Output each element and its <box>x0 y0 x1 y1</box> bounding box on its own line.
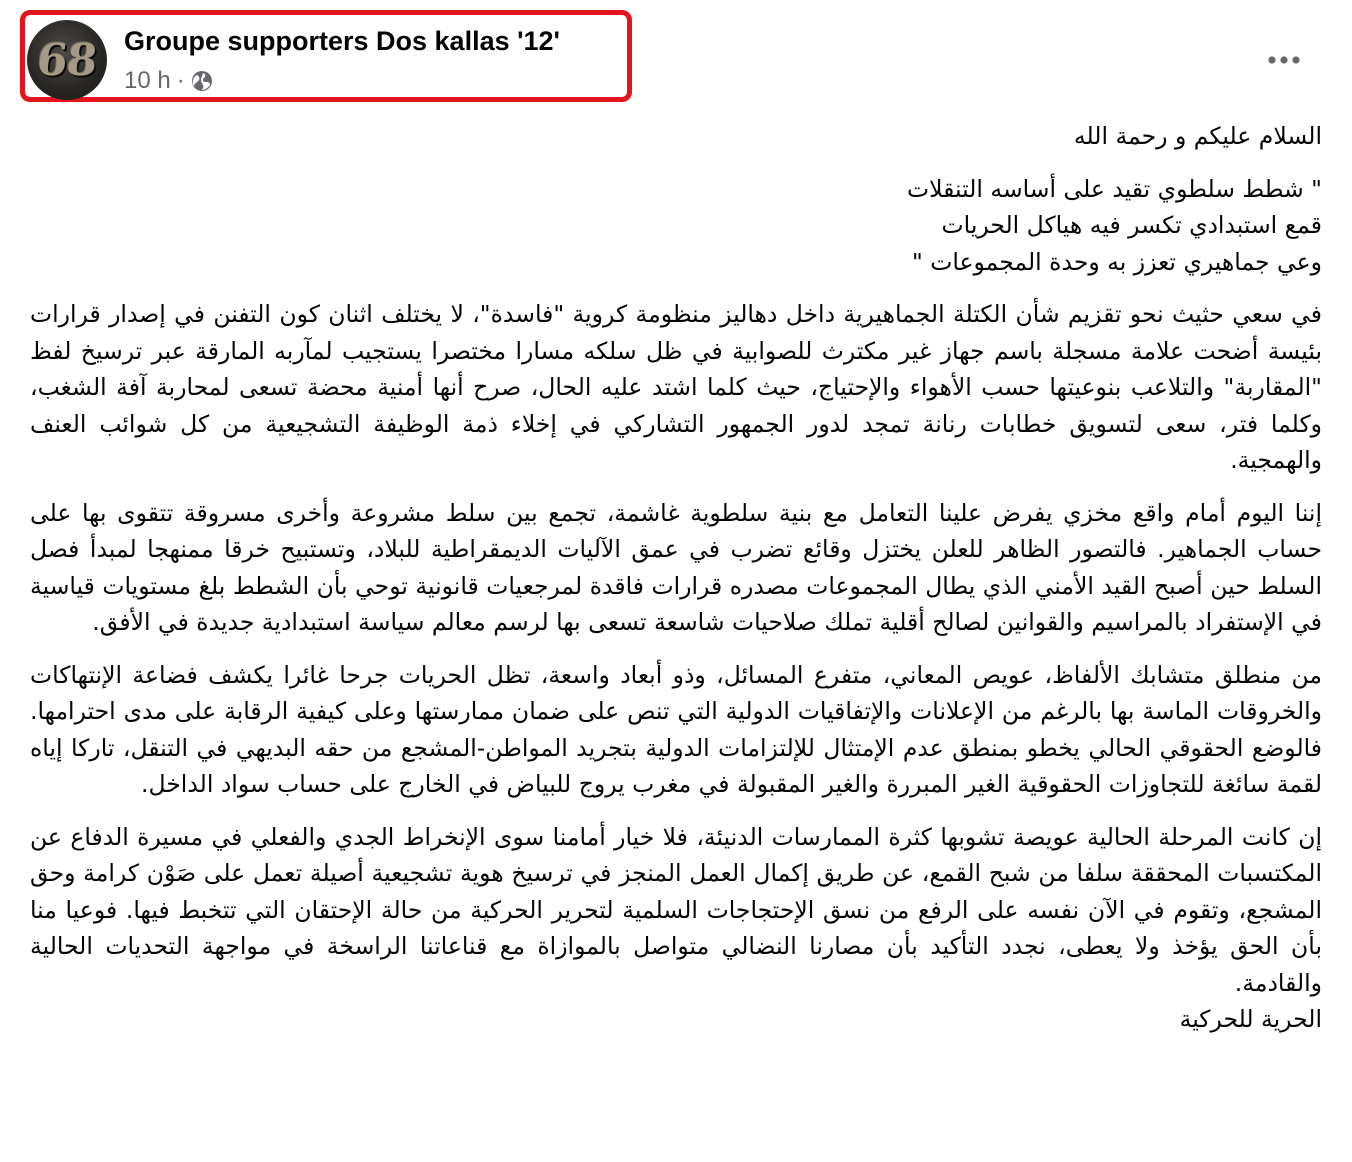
post-meta <box>124 66 213 96</box>
avatar[interactable] <box>27 20 107 100</box>
slogan-line: " شطط سلطوي تقيد على أساسه التنقلات <box>906 174 1322 203</box>
post-paragraph: من منطلق متشابك الألفاظ، عويص المعاني، متفرع المسائل، وذو أبعاد واسعة، تظل الحريات جرحا غائرا يكشف فضاعة الإنتهاكات والخروقات الماسة بها بالرغم من الإعلانات والإتفاقيات الدولية التي تنص على ضمان ممارستها وعلى كيفية الرقابة على مدى احترامها. فالوضع الحقوقي الحالي يخطو بمنطق عدم الإمتثال للإلتزامات الدولية بتجريد المواطن-المشجع من حقه البديهي في التنقل، تاركا إياه لقمة سائغة للتجاوزات الحقوقية الغير المبررة والغير المقبولة في مغرب يروج للبياض في الخارج على حساب سواد الداخل. <box>30 660 1322 798</box>
avatar-logo-text: 68 <box>34 34 100 86</box>
post-paragraph: في سعي حثيث نحو تقزيم شأن الكتلة الجماهيرية داخل دهاليز منظومة كروية "فاسدة"، لا يختلف اثنان كون التفنن في إصدار قرارات بئيسة أضحت علامة مسجلة باسم جهاز غير مكترث للصوابية في ظل سلكه مسارا مختصرا يستجيب لمآربه المارقة عبر ترسيخ لفظ "المقاربة" والتلاعب بنوعيتها حسب الأهواء والإحتياج، حيث كلما اشتد عليه الحال، صرح أنها أمنية محضة تسعى لمحاربة آفة الشغب، وكلما فتر، سعى لتسويق خطابات رنانة تمجد لدور الجمهور التشاركي في إخلاء ذمة الوظيفة التشجيعية من كل شوائب العنف والهمجية. <box>30 300 1322 474</box>
slogan-line: قمع استبدادي تكسر فيه هياكل الحريات <box>941 211 1322 239</box>
slogan-block <box>30 171 1322 281</box>
post-header <box>0 0 1352 120</box>
post-timestamp[interactable]: 10 h <box>124 67 171 94</box>
more-options-button[interactable] <box>1262 44 1306 74</box>
group-name-link[interactable]: Groupe supporters Dos kallas '12' <box>124 26 560 56</box>
post-paragraph: إننا اليوم أمام واقع مخزي يفرض علينا التعامل مع بنية سلطوية غاشمة، تجمع بين سلط مشروعة وأخرى مسروقة تتقوى بها على حساب الجماهير. فالتصور الظاهر للعلن يختزل وقائع تضرب في عمق الآليات الديمقراطية للبلاد، وتستبيح خرقا ممنهجا لمبدأ فصل السلط حين أصبح القيد الأمني الذي يطال المجموعات مصدره قرارات فاقدة لمرجعيات قانونية توحي بأن الشطط بلغ مستويات قياسية في الإستفراد بالمراسيم والقوانين لصالح أقلية تملك صلاحيات شاسعة تسعى بها لرسم معالم سياسة استبدادية جديدة في الأفق. <box>30 498 1322 636</box>
closing-line: الحرية للحركية <box>1179 1005 1322 1033</box>
meta-separator: · <box>176 67 185 94</box>
post-paragraph: إن كانت المرحلة الحالية عويصة تشوبها كثرة الممارسات الدنيئة، فلا خيار أمامنا سوى الإنخراط الجدي والفعلي في مسيرة الدفاع عن المكتسبات المحققة سلفا من شبح القمع، عن طريق إكمال العمل المنجز في ترسيخ هوية تشجيعية أصيلة تعمل على صَوْن كرامة وحق المشجع، وتقوم في الآن نفسه على الرفع من نسق الإحتجاجات السلمية لتحرير الحركية من حالة الإحتقان التي تتخبط فيها. فوعيا منا بأن الحق يؤخذ ولا يعطى، نجدد التأكيد بأن مصارنا النضالي متواصل بالموازاة مع قناعاتنا الراسخة في مواجهة التحديات الحالية والقادمة. <box>30 822 1322 997</box>
slogan-line: وعي جماهيري تعزز به وحدة المجموعات " <box>911 247 1322 276</box>
post-body <box>30 118 1322 1038</box>
more-horizontal-icon <box>1266 50 1302 69</box>
globe-icon[interactable] <box>191 70 213 92</box>
greeting-line: السلام عليكم و رحمة الله <box>1073 122 1322 150</box>
